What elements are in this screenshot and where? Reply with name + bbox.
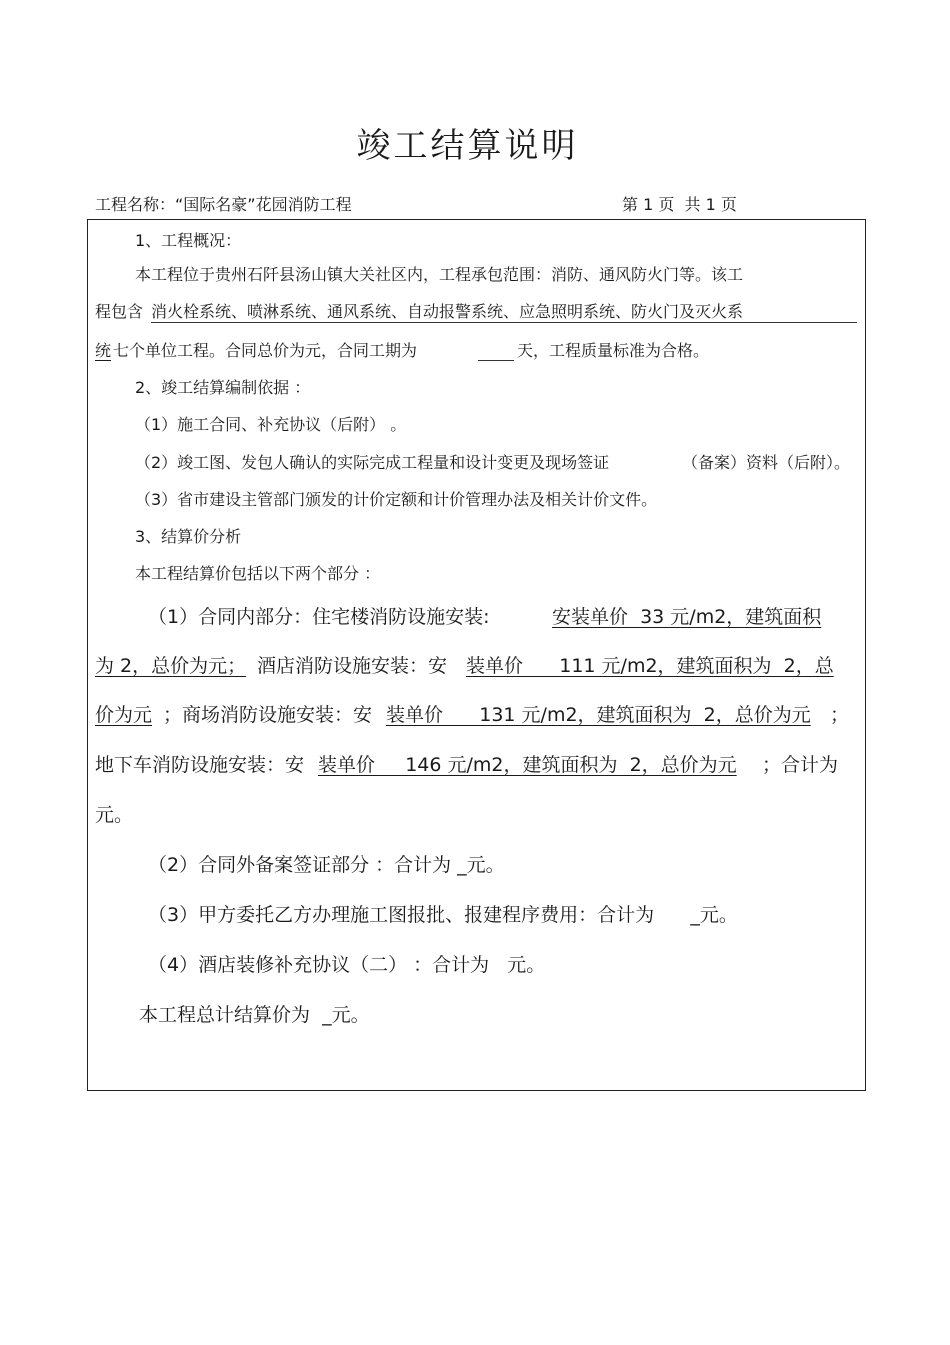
part-1-line-4-garage: 地下车消防设施安装：安 (95, 754, 305, 776)
part-2: （2）合同外备案签证部分 ：合计为 _元。 (148, 854, 505, 876)
part-1-line-3-mall: ；商场消防设施安装：安 (163, 704, 373, 726)
page-title: 竣工结算说明 (356, 126, 579, 166)
part-1-line-3-price: 装单价 131 元/m2，建筑面积为 2，总价为元 (386, 704, 811, 726)
basis-item-1: （1）施工合同、补充协议（后附） 。 (135, 415, 407, 434)
part-1-line-3-end: ； (830, 704, 850, 726)
section-2-heading: 2、竣工结算编制依据 ： (135, 378, 311, 397)
overview-line-3-tail: 天，工程质量标准为合格。 (517, 341, 710, 360)
part-1-line-4-sum: ；合计为 (762, 754, 839, 776)
overview-line-2-systems: 消火栓系统、喷淋系统、通风系统、自动报警系统、应急照明系统、防火门及灭火系 (151, 302, 744, 321)
overview-line-3-contract: 七个单位工程。合同总价为元，合同工期为 (113, 341, 418, 360)
section-3-heading: 3、结算价分析 (135, 527, 242, 546)
part-4: （4）酒店装修补充协议（二） ：合计为 元。 (148, 954, 546, 976)
grand-total: 本工程总计结算价为 _元。 (139, 1004, 370, 1026)
part-3: （3）甲方委托乙方办理施工图报批、报建程序费用：合计为 _元。 (148, 904, 738, 926)
overview-line-3-lead: 统 (95, 341, 112, 360)
part-1-line-1: （1）合同内部分：住宅楼消防设施安装: (148, 606, 490, 628)
overview-line-2-lead: 程包含 (95, 302, 144, 321)
part-1-line-2-price: 装单价 111 元/m2，建筑面积为 2，总 (466, 655, 834, 677)
overview-line-1: 本工程位于贵州石阡县汤山镇大关社区内，工程承包范围：消防、通风防火门等。该工 (135, 265, 744, 284)
section-1-heading: 1、工程概况： (135, 231, 242, 250)
basis-item-2: （2）竣工图、发包人确认的实际完成工程量和设计变更及现场签证 (135, 453, 610, 472)
blank-period-line (478, 360, 514, 361)
part-1-line-2-total: 为 2，总价为元； (95, 655, 247, 677)
part-1-line-4-price: 装单价 146 元/m2，建筑面积为 2，总价为元 (318, 754, 737, 776)
page-number: 第 1 页 共 1 页 (622, 195, 737, 214)
analysis-intro: 本工程结算价包括以下两个部分 ： (135, 564, 381, 583)
basis-item-3: （3）省市建设主管部门颁发的计价定额和计价管理办法及相关计价文件。 (135, 490, 658, 509)
part-1-line-5: 元。 (95, 804, 134, 826)
part-1-line-3-total: 价为元 (95, 704, 153, 726)
project-name: 工程名称：“国际名豪”花园消防工程 (95, 195, 352, 214)
part-1-line-2-hotel: 酒店消防设施安装：安 (257, 655, 448, 677)
underline-rule (151, 322, 857, 323)
part-1-line-1-price: 安装单价 33 元/m2，建筑面积 (552, 606, 822, 628)
basis-item-2-tail: （备案）资料（后附）。 (682, 453, 851, 472)
